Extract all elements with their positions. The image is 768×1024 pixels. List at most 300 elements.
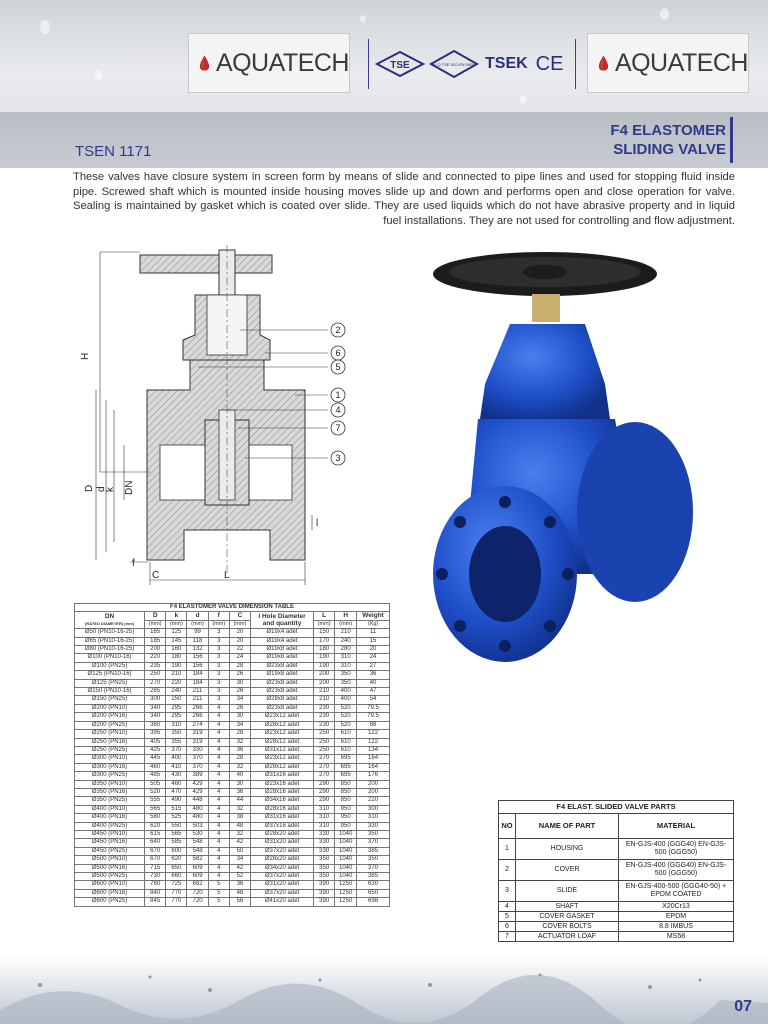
table-cell: Ø600 (PN25) [75,898,145,906]
callout-6: 6 [335,348,341,358]
table-cell: 4 [208,713,229,721]
table-cell: 20 [357,646,390,654]
table-cell: 370 [357,864,390,872]
part-name: COVER GASKET [516,912,619,922]
table-cell: 609 [187,864,208,872]
table-cell: Ø23x8 adet [251,662,314,670]
table-cell: 480 [187,805,208,813]
table-cell: 4 [208,788,229,796]
table-cell: 350 [335,679,357,687]
table-cell: 54 [357,696,390,704]
table-cell: Ø37x20 adet [251,889,314,897]
table-cell: 400 [335,696,357,704]
table-row [75,898,390,906]
table-cell: 176 [357,772,390,780]
parts-header-material: MATERIAL [619,814,734,839]
table-cell: 36 [229,788,250,796]
table-cell: 210 [335,629,357,637]
table-cell: 20 [229,629,250,637]
table-cell: Ø28x16 adet [251,788,314,796]
table-cell: 330 [314,847,335,855]
table-row [75,873,390,881]
table-cell: 1250 [335,898,357,906]
table-cell: 40 [357,679,390,687]
part-no: 6 [499,922,516,932]
table-cell: Ø19x4 adet [251,629,314,637]
table-cell: Ø150 (PN25) [75,696,145,704]
table-cell: 725 [166,881,187,889]
table-cell: 330 [357,822,390,830]
table-cell: 565 [145,805,166,813]
table-cell: 27 [357,662,390,670]
table-cell: 36 [229,881,250,889]
part-name: HOUSING [516,839,619,860]
dim-f: f [132,558,135,569]
table-cell: 24 [357,654,390,662]
aquatech-logo-left [188,33,350,93]
table-cell: Ø28x16 adet [251,805,314,813]
table-cell: Ø19x4 adet [251,637,314,645]
table-cell: 780 [145,881,166,889]
table-cell: 156 [187,654,208,662]
table-cell: 520 [335,704,357,712]
valve-photo [420,244,700,664]
title-line-2: SLIDING VALVE [613,141,726,158]
table-cell: 32 [229,805,250,813]
table-cell: 230 [314,721,335,729]
table-cell: 582 [187,856,208,864]
table-cell: Ø28x20 adet [251,830,314,838]
table-cell: 300 [357,805,390,813]
table-cell: 1040 [335,830,357,838]
table-cell: 429 [187,788,208,796]
table-cell: 720 [187,898,208,906]
table-cell: 385 [357,873,390,881]
table-cell: 515 [166,805,187,813]
table-cell: 350 [166,730,187,738]
table-cell: 88 [357,721,390,729]
col-header-k: k [166,612,187,620]
parts-row [499,912,734,922]
tse-icon [375,50,425,78]
table-cell: 503 [187,822,208,830]
dim-DN: DN [124,480,135,495]
table-cell: 660 [166,873,187,881]
table-cell: 184 [187,679,208,687]
table-row [75,856,390,864]
parts-table [498,800,734,942]
table-cell: 4 [208,797,229,805]
table-cell: 210 [166,671,187,679]
table-cell: 34 [229,856,250,864]
table-cell: 548 [187,847,208,855]
col-header-D: D [145,612,166,620]
table-cell: 15 [357,637,390,645]
table-cell: 160 [166,646,187,654]
title-line-1: F4 ELASTOMER [610,122,726,139]
table-row [75,788,390,796]
dim-H: H [80,352,91,360]
table-cell: 640 [145,839,166,847]
table-cell: 650 [357,889,390,897]
table-cell: 1040 [335,873,357,881]
table-cell: 480 [187,814,208,822]
table-cell: 670 [145,847,166,855]
table-cell: 1040 [335,847,357,855]
table-cell: 250 [166,696,187,704]
table-row [75,839,390,847]
table-cell: 840 [145,889,166,897]
table-cell: 1040 [335,864,357,872]
table-cell: Ø37x20 adet [251,847,314,855]
table-cell: 266 [187,704,208,712]
table-cell: 340 [145,704,166,712]
table-cell: 52 [229,873,250,881]
table-row [75,822,390,830]
table-cell: 485 [145,772,166,780]
table-cell: Ø500 (PN10) [75,856,145,864]
table-cell: 390 [314,881,335,889]
page-title [610,121,726,159]
table-cell: 330 [314,830,335,838]
table-cell: 4 [208,772,229,780]
part-no: 1 [499,839,516,860]
table-cell: Ø19x8 adet [251,654,314,662]
col-header-weight: Weight [357,612,390,620]
table-cell: Ø23x8 adet [251,679,314,687]
table-cell: Ø23x8 adet [251,688,314,696]
unit-k: (mm) [166,620,187,628]
table-row [75,738,390,746]
table-cell: 720 [187,889,208,897]
table-row [75,704,390,712]
table-cell: 38 [229,814,250,822]
standard-code: TSEN 1171 [75,143,152,160]
table-cell: 211 [187,688,208,696]
table-row [75,805,390,813]
dim-k: k [105,487,116,492]
drop-icon [598,43,609,83]
technical-drawing [80,240,380,590]
table-cell: 32 [229,738,250,746]
part-material: 8.8 İMBUS [619,922,734,932]
table-cell: 389 [187,772,208,780]
parts-row [499,839,734,860]
table-cell: 30 [229,713,250,721]
table-cell: 48 [229,889,250,897]
table-cell: 400 [166,755,187,763]
table-cell: 490 [166,797,187,805]
iso-label: K-Q TSE-ISO-EN 9000 [433,62,475,67]
table-cell: 5 [208,898,229,906]
table-cell: Ø23x12 adet [251,713,314,721]
table-cell: 4 [208,730,229,738]
table-cell: 630 [357,881,390,889]
title-accent-bar [730,117,733,163]
table-cell: 3 [208,662,229,670]
table-cell: 370 [187,763,208,771]
table-cell: 32 [229,763,250,771]
table-cell: 118 [187,637,208,645]
table-cell: 50 [229,847,250,855]
table-cell: 4 [208,738,229,746]
table-cell: 5 [208,881,229,889]
table-cell: 270 [314,755,335,763]
table-cell: 550 [166,822,187,830]
parts-header-no: NO [499,814,516,839]
table-cell: 11 [357,629,390,637]
table-cell: 184 [187,671,208,679]
table-cell: 270 [145,679,166,687]
table-cell: 4 [208,805,229,813]
part-name: COVER [516,860,619,881]
col-header-H: H [335,612,357,620]
part-material: MS58 [619,932,734,942]
table-cell: Ø23x8 adet [251,704,314,712]
table-cell: 190 [314,662,335,670]
dim-d: d [96,486,107,492]
table-cell: Ø50 (PN10-16-25) [75,629,145,637]
table-cell: Ø400 (PN16) [75,814,145,822]
table-cell: 770 [166,898,187,906]
table-cell: 395 [145,730,166,738]
col-header-L: L [314,612,335,620]
divider [575,39,576,89]
table-cell: 565 [166,830,187,838]
table-cell: 190 [314,654,335,662]
table-cell: Ø600 (PN10) [75,881,145,889]
unit-d: (mm) [187,620,208,628]
table-cell: 555 [145,797,166,805]
table-row [75,721,390,729]
table-cell: 20 [229,637,250,645]
table-cell: 350 [314,873,335,881]
part-no: 4 [499,902,516,912]
table-row [75,763,390,771]
table-cell: 42 [229,839,250,847]
table-cell: 3 [208,629,229,637]
table-cell: Ø125 (PN25) [75,679,145,687]
table-cell: 610 [335,730,357,738]
table-cell: 132 [187,646,208,654]
table-cell: 4 [208,839,229,847]
table-cell: Ø34x20 adet [251,864,314,872]
table-cell: 4 [208,755,229,763]
table-cell: 448 [187,797,208,805]
table-cell: 180 [166,654,187,662]
table-cell: 850 [335,797,357,805]
table-cell: 330 [187,746,208,754]
table-row [75,746,390,754]
part-name: ACTUATOR LOAF [516,932,619,942]
dim-l: l [316,518,319,529]
table-cell: Ø300 (PN25) [75,772,145,780]
table-cell: 360 [145,721,166,729]
col-header-f: f [208,612,229,620]
table-cell: Ø28x12 adet [251,738,314,746]
table-cell: 240 [166,688,187,696]
table-cell: 4 [208,873,229,881]
table-cell: 3 [208,646,229,654]
table-cell: 548 [187,839,208,847]
table-cell: 250 [314,738,335,746]
table-cell: 400 [335,688,357,696]
table-cell: 585 [166,839,187,847]
drop-icon [199,43,210,83]
certification-marks [368,40,578,88]
table-cell: 165 [145,629,166,637]
table-cell: Ø19x8 adet [251,646,314,654]
table-cell: 200 [314,671,335,679]
water-splash-footer [0,955,768,1024]
table-cell: 615 [145,830,166,838]
table-cell: 430 [166,772,187,780]
table-cell: Ø350 (PN16) [75,788,145,796]
dimension-table [74,603,390,907]
table-cell: 4 [208,721,229,729]
table-cell: 390 [314,889,335,897]
table-cell: 620 [166,856,187,864]
table-cell: 250 [314,730,335,738]
table-cell: 460 [166,780,187,788]
table-cell: 266 [187,713,208,721]
table-cell: 200 [145,646,166,654]
table-row [75,646,390,654]
table-cell: 28 [229,755,250,763]
table-cell: 145 [166,637,187,645]
table-row [75,671,390,679]
table-cell: 370 [357,839,390,847]
table-cell: Ø400 (PN25) [75,822,145,830]
table-cell: 26 [229,688,250,696]
part-no: 2 [499,860,516,881]
part-material: EN-GJS-400-500 (GGG40-50) + EPDM COATED [619,881,734,902]
parts-row [499,860,734,881]
table-cell: 310 [357,814,390,822]
table-cell: 350 [314,856,335,864]
table-cell: 730 [145,873,166,881]
unit-C: (mm) [229,620,250,628]
table-cell: 610 [335,746,357,754]
table-cell: Ø65 (PN10-16-25) [75,637,145,645]
table-cell: 520 [335,713,357,721]
table-cell: 79.5 [357,704,390,712]
table-cell: Ø350 (PN10) [75,780,145,788]
table-cell: Ø600 (PN16) [75,889,145,897]
table-cell: 230 [314,704,335,712]
part-material: X20Cr13 [619,902,734,912]
table-cell: 340 [145,713,166,721]
table-cell: 3 [208,679,229,687]
callout-7: 7 [335,423,341,433]
table-cell: 1250 [335,881,357,889]
table-cell: 850 [335,780,357,788]
table-cell: 200 [314,679,335,687]
table-cell: 250 [314,746,335,754]
table-cell: 156 [187,662,208,670]
unit-H: (mm) [335,620,357,628]
table-cell: 1040 [335,839,357,847]
table-cell: 620 [145,822,166,830]
table-cell: Ø28x20 adet [251,856,314,864]
table-cell: 670 [145,856,166,864]
table-cell: 695 [335,763,357,771]
table-cell: 26 [229,671,250,679]
logo-text: AQUATECH [215,48,349,77]
table-cell: 170 [314,637,335,645]
table-cell: 30 [229,679,250,687]
table-cell: 99 [187,629,208,637]
table-row [75,881,390,889]
table-cell: 609 [187,873,208,881]
dim-C: C [152,570,160,581]
table-cell: 290 [314,797,335,805]
table-cell: Ø300 (PN10) [75,755,145,763]
table-cell: 425 [145,746,166,754]
table-cell: 280 [335,646,357,654]
dimension-table-title: F4 ELASTOMER VALVE DIMENSION TABLE [75,604,390,612]
table-cell: 250 [145,671,166,679]
table-cell: 445 [145,755,166,763]
table-cell: 122 [357,738,390,746]
part-no: 5 [499,912,516,922]
table-cell: 580 [145,814,166,822]
unit-weight: (Kg) [357,620,390,628]
table-row [75,830,390,838]
parts-table-body [499,839,734,942]
table-cell: Ø500 (PN25) [75,873,145,881]
table-cell: 1040 [335,856,357,864]
dimension-table-body [75,629,390,906]
table-cell: 695 [335,755,357,763]
table-cell: Ø250 (PN10) [75,730,145,738]
table-cell: 56 [229,898,250,906]
table-cell: 28 [229,730,250,738]
table-cell: 319 [187,738,208,746]
table-cell: Ø125 (PN10-16) [75,671,145,679]
callout-5: 5 [335,362,341,372]
table-cell: 310 [314,822,335,830]
table-cell: 520 [145,788,166,796]
table-row [75,688,390,696]
table-cell: 295 [166,713,187,721]
unit-f: (mm) [208,620,229,628]
table-cell: 5 [208,889,229,897]
table-cell: 4 [208,763,229,771]
table-cell: 32 [229,830,250,838]
table-cell: 3 [208,671,229,679]
table-cell: 610 [335,738,357,746]
table-cell: Ø37x16 adet [251,822,314,830]
part-material: EN-GJS-400 (GGG40) EN-GJS-500 (GGG50) [619,839,734,860]
col-header-C: C [229,612,250,620]
table-cell: 47 [357,688,390,696]
col-header-hole: I Hole Diameter and quantity [251,612,314,629]
table-cell: 30 [229,780,250,788]
table-cell: Ø31x20 adet [251,881,314,889]
callout-2: 2 [335,325,341,335]
table-cell: 34 [229,721,250,729]
table-row [75,772,390,780]
table-cell: 79.5 [357,713,390,721]
table-cell: 525 [166,814,187,822]
table-cell: 1250 [335,889,357,897]
table-cell: 350 [335,671,357,679]
table-cell: 185 [145,637,166,645]
table-cell: Ø200 (PN25) [75,721,145,729]
table-row [75,730,390,738]
table-cell: 600 [166,847,187,855]
